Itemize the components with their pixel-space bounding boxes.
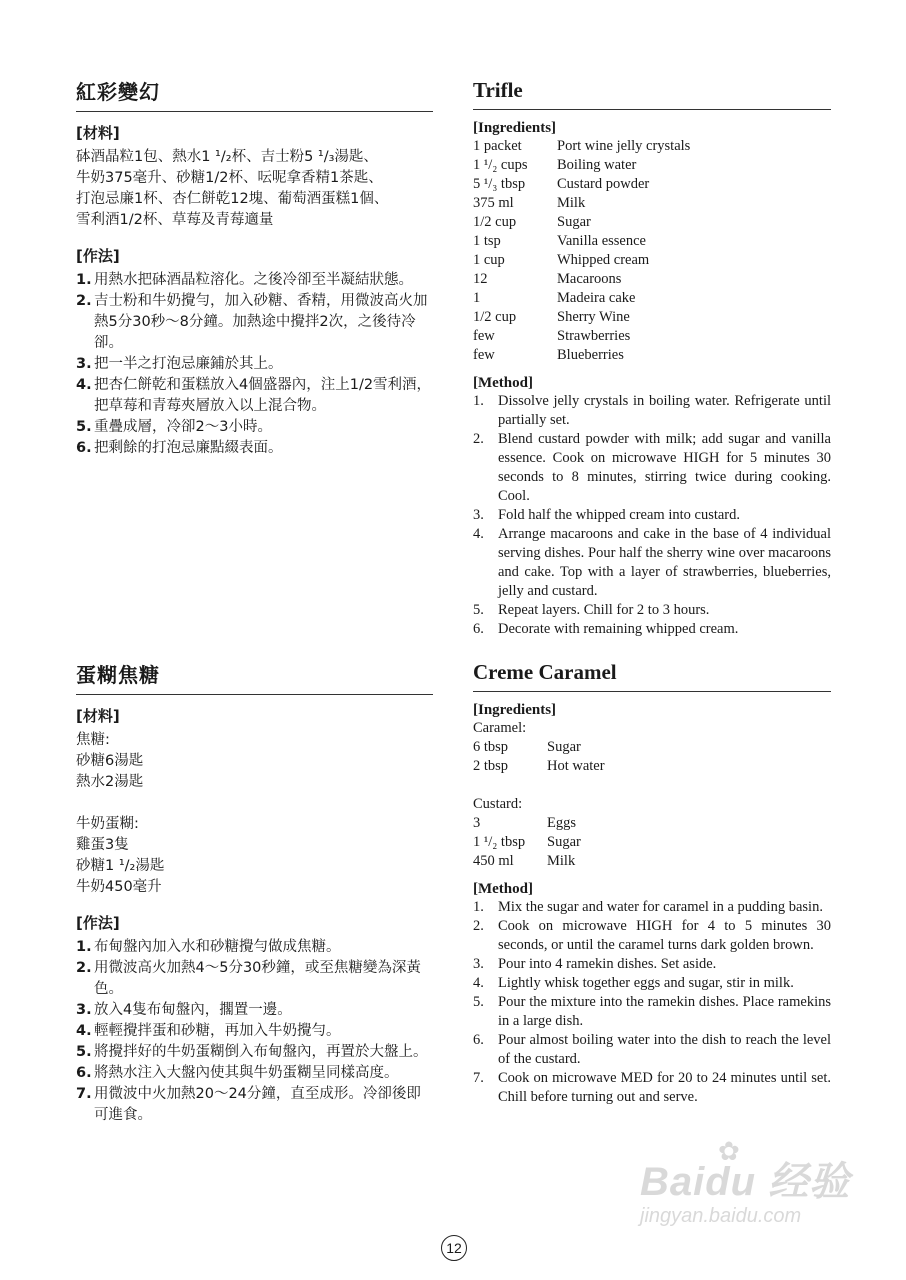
ingredient-qty: 3 [473,815,481,831]
step-item [473,392,831,430]
ingredient-line: 牛奶375毫升、砂糖1/2杯、呍呢拿香精1茶匙、 [76,170,383,186]
step-item [76,354,433,375]
ingredient-row [473,814,831,833]
step-number: 5. [473,602,484,618]
step-item [473,917,831,955]
ingredient-qty: 5 ¹/₃ tbsp [473,176,526,192]
ingredient-name: Sugar [547,739,581,755]
step-text: Repeat layers. Chill for 2 to 3 hours. [498,602,710,618]
step-number: 4. [76,377,92,393]
step-text: 布甸盤內加入水和砂糖攪勻做成焦糖。 [94,939,341,955]
ingredient-name: Madeira cake [557,290,636,306]
step-text: 將熱水注入大盤內使其與牛奶蛋糊呈同樣高度。 [94,1065,399,1081]
ingredient-line: 熱水2湯匙 [76,774,144,790]
en-caramel-ingredients [473,719,831,871]
en-trifle-ingredients [473,137,831,365]
ingredient-name: Port wine jelly crystals [557,138,691,154]
step-item [473,974,831,993]
en-recipe-trifle [473,78,831,639]
step-item [76,1084,433,1126]
step-item [76,937,433,958]
ingredient-row [473,213,831,232]
step-item [76,270,433,291]
zh-trifle-method-heading: [作法] [76,247,120,265]
ingredient-row [473,308,831,327]
ingredient-row [473,156,831,175]
ingredient-qty: 1 tsp [473,233,501,249]
ingredient-qty: few [473,347,495,363]
step-number: 2. [473,431,484,447]
page-number: 12 [441,1235,467,1261]
step-text: 用熱水把砵酒晶粒溶化。之後冷卻至半凝結狀態。 [94,272,413,288]
ingredient-name: Eggs [547,815,576,831]
step-text: Lightly whisk together eggs and sugar, stir in milk. [498,975,794,991]
step-text: Cook on microwave MED for 20 to 24 minutes until set. Chill before turning out and serve. [498,1070,831,1105]
ingredient-name: Macaroons [557,271,622,287]
step-item [473,898,831,917]
step-item [473,525,831,601]
ingredient-line: 牛奶450毫升 [76,879,162,895]
ingredient-line: 雪利酒1/2杯、草莓及青莓適量 [76,212,274,228]
ingredient-name: Milk [557,195,586,211]
step-number: 5. [76,1044,92,1060]
ingredient-qty: 1 [473,290,481,306]
step-number: 6. [473,1032,484,1048]
step-text: 吉士粉和牛奶攪勻，加入砂糖、香精，用微波高火加熱5分30秒～8分鐘。加熱途中攪拌2次，之後待冷卻。 [94,293,428,351]
step-number: 3. [473,507,484,523]
step-number: 4. [76,1023,92,1039]
step-number: 1. [473,393,484,409]
step-item [473,1031,831,1069]
zh-trifle-title: 紅彩變幻 [76,76,433,112]
en-trifle-ingredients-heading: [Ingredients] [473,120,557,136]
ingredient-qty: 1 ¹/₂ cups [473,157,528,173]
step-text: 把一半之打泡忌廉鋪於其上。 [94,356,283,372]
ingredient-name: Boiling water [557,157,637,173]
ingredient-row [473,327,831,346]
step-text: 將攪拌好的牛奶蛋糊倒入布甸盤內，再置於大盤上。 [94,1044,428,1060]
baidu-watermark [640,1136,870,1230]
step-number: 6. [76,440,92,456]
ingredient-name: Whipped cream [557,252,650,268]
step-item [76,375,433,417]
ingredient-qty: 1/2 cup [473,214,517,230]
step-text: 把杏仁餅乾和蛋糕放入4個盛器內，注上1/2雪利酒，把草莓和青莓夾層放入以上混合物。 [94,377,432,414]
ingredient-row [473,833,831,852]
en-caramel-title: Creme Caramel [473,660,831,692]
ingredient-name: Sherry Wine [557,309,630,325]
ingredient-row [473,175,831,194]
ingredient-qty: 2 tbsp [473,758,509,774]
step-number: 4. [473,975,484,991]
zh-recipe-trifle [76,76,433,459]
step-number: 5. [76,419,92,435]
en-trifle-steps [473,392,831,639]
zh-caramel-title: 蛋糊焦糖 [76,659,433,695]
step-item [473,620,831,639]
step-item [473,506,831,525]
step-text: 用微波高火加熱4～5分30秒鐘，或至焦糖變為深黃色。 [94,960,421,997]
ingredient-line: 打泡忌廉1杯、杏仁餅乾12塊、葡萄酒蛋糕1個、 [76,191,389,207]
ingredient-name: Strawberries [557,328,631,344]
step-text: 輕輕攪拌蛋和砂糖，再加入牛奶攪勻。 [94,1023,341,1039]
zh-caramel-ingredients-heading: [材料] [76,707,120,725]
step-item [473,1069,831,1107]
ingredient-qty: 12 [473,271,488,287]
ingredient-name: Vanilla essence [557,233,646,249]
ingredient-name: Sugar [557,214,591,230]
step-text: Arrange macaroons and cake in the base of 4 individual serving dishes. Pour half the sherry wine over macaroons and cake. Top with a layer of strawberries, blueberries, jelly and custard. [498,526,831,599]
step-number: 2. [76,293,92,309]
step-item [76,417,433,438]
zh-trifle-ingredients [76,147,433,231]
ingredient-row [473,251,831,270]
ingredient-row [473,738,831,757]
step-number: 3. [76,356,92,372]
step-text: Pour almost boiling water into the dish to reach the level of the custard. [498,1032,831,1067]
en-caramel-method-heading: [Method] [473,881,533,897]
watermark-logo: Baidu 经验 [640,1160,851,1204]
step-item [76,1042,433,1063]
step-item [76,1000,433,1021]
ingredient-line: 砵酒晶粒1包、熱水1 ¹/₂杯、吉士粉5 ¹/₃湯匙、 [76,149,378,165]
en-trifle-title: Trifle [473,78,831,110]
ingredient-name: Milk [547,853,576,869]
ingredient-name: Blueberries [557,347,624,363]
ingredient-name: Custard powder [557,176,650,192]
ingredient-line: 砂糖6湯匙 [76,753,144,769]
step-number: 1. [473,899,484,915]
zh-trifle-steps [76,270,433,459]
step-item [76,1021,433,1042]
step-number: 6. [76,1065,92,1081]
step-item [473,955,831,974]
step-text: Fold half the whipped cream into custard. [498,507,741,523]
en-trifle-method-heading: [Method] [473,375,533,391]
step-item [473,601,831,620]
zh-trifle-ingredients-heading: [材料] [76,124,120,142]
ingredient-row [473,757,831,776]
ingredient-qty: 1/2 cup [473,309,517,325]
step-text: Dissolve jelly crystals in boiling water. Refrigerate until partially set. [498,393,831,428]
step-text: Blend custard powder with milk; add sugar and vanilla essence. Cook on microwave HIGH for 5 minutes 30 seconds to 8 minutes, stirring twice during cooking. Cool. [498,431,831,504]
step-text: Decorate with remaining whipped cream. [498,621,739,637]
ingredient-qty: few [473,328,495,344]
zh-caramel-steps [76,937,433,1126]
step-number: 7. [76,1086,92,1102]
ingredient-qty: 1 cup [473,252,505,268]
ingredient-group-label: Caramel: [473,720,527,736]
ingredient-row [473,289,831,308]
en-caramel-steps [473,898,831,1107]
step-number: 6. [473,621,484,637]
step-number: 1. [76,272,92,288]
ingredient-qty: 1 packet [473,138,522,154]
zh-caramel-method-heading: [作法] [76,914,120,932]
ingredient-qty: 375 ml [473,195,514,211]
ingredient-row [473,232,831,251]
ingredient-row [473,270,831,289]
step-text: 重疊成層，冷卻2～3小時。 [94,419,272,435]
ingredient-qty: 1 ¹/₂ tbsp [473,834,526,850]
ingredient-row [473,346,831,365]
step-number: 4. [473,526,484,542]
ingredient-row [473,852,831,871]
step-text: Mix the sugar and water for caramel in a pudding basin. [498,899,823,915]
step-text: Pour the mixture into the ramekin dishes. Place ramekins in a large dish. [498,994,831,1029]
step-number: 1. [76,939,92,955]
ingredient-line: 焦糖: [76,732,110,748]
ingredient-line: 雞蛋3隻 [76,837,129,853]
ingredient-qty: 450 ml [473,853,514,869]
ingredient-name: Sugar [547,834,581,850]
step-text: Pour into 4 ramekin dishes. Set aside. [498,956,717,972]
step-item [76,1063,433,1084]
ingredient-line: 牛奶蛋糊: [76,816,139,832]
step-number: 7. [473,1070,484,1086]
step-number: 2. [473,918,484,934]
step-text: 放入4隻布甸盤內，擱置一邊。 [94,1002,292,1018]
step-item [76,438,433,459]
step-number: 3. [76,1002,92,1018]
ingredient-row [473,194,831,213]
en-recipe-creme-caramel [473,660,831,1107]
step-item [473,430,831,506]
ingredient-qty: 6 tbsp [473,739,509,755]
ingredient-line: 砂糖1 ¹/₂湯匙 [76,858,165,874]
step-number: 2. [76,960,92,976]
zh-recipe-creme-caramel [76,659,433,1126]
zh-caramel-ingredients [76,730,433,898]
paw-icon: ✿ [718,1136,740,1166]
watermark-url: jingyan.baidu.com [640,1205,802,1227]
step-text: Cook on microwave HIGH for 4 to 5 minutes 30 seconds, or until the caramel turns dark golden brown. [498,918,831,953]
ingredient-group-label: Custard: [473,796,523,812]
ingredient-row [473,137,831,156]
step-item [76,958,433,1000]
step-item [76,291,433,354]
step-item [473,993,831,1031]
en-caramel-ingredients-heading: [Ingredients] [473,702,557,718]
step-text: 用微波中火加熱20～24分鐘，直至成形。冷卻後即可進食。 [94,1086,421,1123]
ingredient-name: Hot water [547,758,605,774]
step-text: 把剩餘的打泡忌廉點綴表面。 [94,440,283,456]
step-number: 5. [473,994,484,1010]
step-number: 3. [473,956,484,972]
